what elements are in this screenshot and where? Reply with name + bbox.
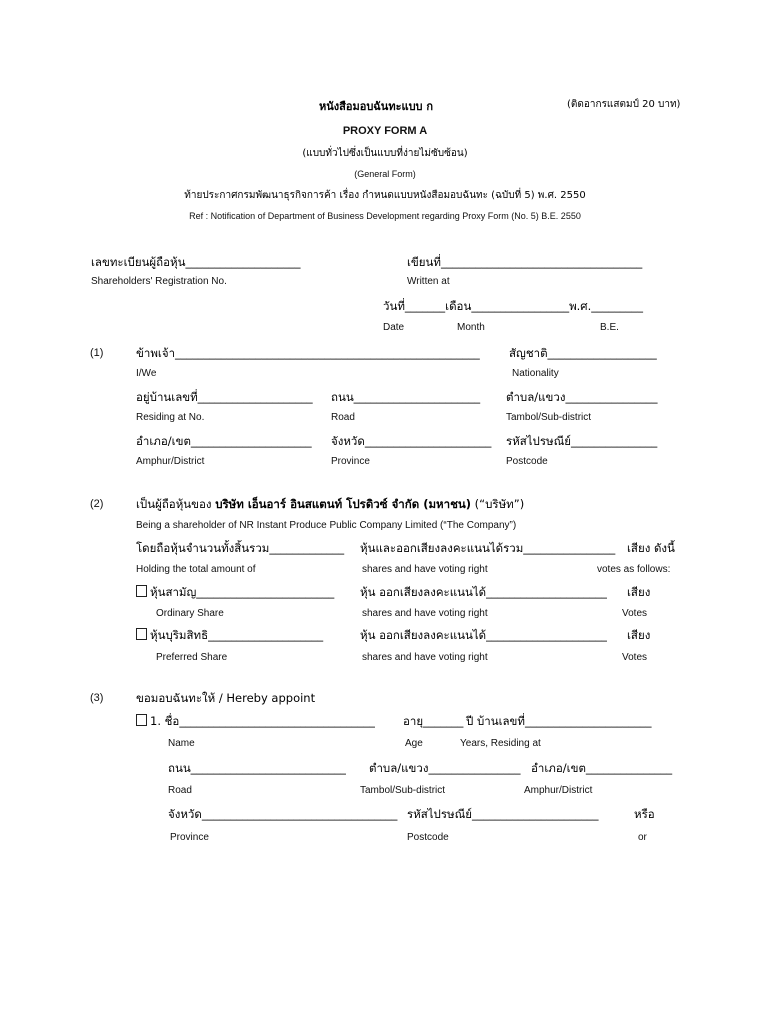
residing-label-en: Residing at No. <box>136 412 205 423</box>
ordinary-votes-unit-th: เสียง <box>627 585 651 599</box>
total-votes-field[interactable]: หุ้นและออกเสียงลงคะแนนได้รวม________________ <box>360 541 616 555</box>
preferred-share-field[interactable]: หุ้นบุริมสิทธิ____________________ <box>150 628 324 642</box>
date-label-en: Date <box>383 322 405 333</box>
stamp-duty-note: (ติดอากรแสตมป์ 20 บาท) <box>567 99 681 110</box>
proxy-1-road-label-en: Road <box>168 785 192 796</box>
form-subtitle-th: (แบบทั่วไปซึ่งเป็นแบบที่ง่ายไม่ซับซ้อน) <box>302 148 468 159</box>
proxy-1-province-label-en: Province <box>170 832 209 843</box>
registration-number-label-en: Shareholders' Registration No. <box>91 276 227 287</box>
nationality-field[interactable]: สัญชาติ___________________ <box>509 346 657 360</box>
proxy-1-house-number-field[interactable]: ปี บ้านเลขที่______________________ <box>466 714 652 728</box>
total-votes-label-en: shares and have voting right <box>362 564 488 575</box>
amphur-label-en: Amphur/District <box>136 456 205 467</box>
tambol-label-en: Tambol/Sub-district <box>506 412 592 423</box>
tambol-field[interactable]: ตำบล/แขวง________________ <box>506 390 658 404</box>
registration-number-field[interactable]: เลขทะเบียนผู้ถือหุ้น____________________ <box>91 255 301 269</box>
residing-number-field[interactable]: อยู่บ้านเลขที่____________________ <box>136 390 313 404</box>
proxy-1-province-field[interactable]: จังหวัด__________________________________ <box>168 807 398 821</box>
written-at-field[interactable]: เขียนที่___________________________________ <box>407 255 643 269</box>
ordinary-share-field[interactable]: หุ้นสามัญ________________________ <box>150 585 335 599</box>
ordinary-votes-unit-en: Votes <box>622 608 648 619</box>
name-label-en: I/We <box>136 368 157 379</box>
section-3-number: (3) <box>90 692 104 704</box>
shareholder-of-prefix: เป็นผู้ถือหุ้นของ <box>136 497 216 511</box>
province-label-en: Province <box>331 456 370 467</box>
shareholder-of-line <box>136 496 524 514</box>
road-label-en: Road <box>331 412 355 423</box>
postcode-label-en: Postcode <box>506 456 548 467</box>
proxy-1-road-field[interactable]: ถนน___________________________ <box>168 761 346 775</box>
preferred-share-row[interactable] <box>136 627 323 645</box>
be-label-en: B.E. <box>600 322 619 333</box>
proxy-1-age-label-en: Age <box>405 738 423 749</box>
written-at-label-en: Written at <box>407 276 450 287</box>
company-name-th: บริษัท เอ็นอาร์ อินสแตนท์ โปรดิวซ์ จำกัด (มหาชน) <box>215 497 472 511</box>
form-subtitle-en: (General Form) <box>354 169 416 179</box>
total-shares-field[interactable]: โดยถือหุ้นจำนวนทั้งสิ้นรวม_____________ <box>136 541 345 555</box>
hereby-appoint-label: ขอมอบฉันทะให้ / Hereby appoint <box>136 691 316 705</box>
form-title-en: PROXY FORM A <box>342 125 428 137</box>
company-suffix-th: (“บริษัท”) <box>471 497 525 511</box>
preferred-share-checkbox[interactable] <box>136 628 147 640</box>
amphur-field[interactable]: อำเภอ/เขต_____________________ <box>136 434 312 448</box>
shareholder-name-field[interactable]: ข้าพเจ้า_____________________________________________________ <box>136 346 480 360</box>
postcode-field[interactable]: รหัสไปรษณีย์_______________ <box>506 434 658 448</box>
form-title-th: หนังสือมอบฉันทะแบบ ก <box>319 100 434 113</box>
reference-note-en: Ref : Notification of Department of Business Development regarding Proxy Form (No. 5) B.E. 2550 <box>189 211 581 221</box>
nationality-label-en: Nationality <box>512 368 559 379</box>
proxy-1-checkbox[interactable] <box>136 714 147 726</box>
votes-as-follows-en: votes as follows: <box>597 564 671 575</box>
road-field[interactable]: ถนน______________________ <box>331 390 481 404</box>
ordinary-votes-label-en: shares and have voting right <box>362 608 488 619</box>
proxy-1-row[interactable] <box>136 713 375 731</box>
proxy-1-amphur-label-en: Amphur/District <box>524 785 593 796</box>
month-label-en: Month <box>457 322 485 333</box>
ordinary-share-checkbox[interactable] <box>136 585 147 597</box>
proxy-1-years-label-en: Years, Residing at <box>460 738 541 749</box>
proxy-1-postcode-label-en: Postcode <box>407 832 449 843</box>
proxy-1-or-en: or <box>638 832 647 843</box>
section-2-number: (2) <box>90 498 104 510</box>
proxy-1-name-field[interactable]: 1. ชื่อ__________________________________ <box>150 714 375 728</box>
votes-as-follows-th: เสียง ดังนี้ <box>627 541 675 555</box>
proxy-1-amphur-field[interactable]: อำเภอ/เขต_______________ <box>531 761 673 775</box>
proxy-1-or-th: หรือ <box>634 807 655 821</box>
proxy-1-tambol-field[interactable]: ตำบล/แขวง________________ <box>369 761 521 775</box>
date-field[interactable]: วันที่_______เดือน_________________พ.ศ._________ <box>383 299 644 313</box>
ordinary-share-label-en: Ordinary Share <box>156 608 224 619</box>
proxy-1-postcode-field[interactable]: รหัสไปรษณีย์______________________ <box>407 807 599 821</box>
preferred-share-label-en: Preferred Share <box>156 652 228 663</box>
ordinary-share-row[interactable] <box>136 584 334 602</box>
ordinary-votes-field[interactable]: หุ้น ออกเสียงลงคะแนนได้_____________________ <box>360 585 607 599</box>
preferred-votes-field[interactable]: หุ้น ออกเสียงลงคะแนนได้_____________________ <box>360 628 607 642</box>
preferred-votes-label-en: shares and have voting right <box>362 652 488 663</box>
attachment-note-th: ท้ายประกาศกรมพัฒนาธุรกิจการค้า เรื่อง กำหนดแบบหนังสือมอบฉันทะ (ฉบับที่ 5) พ.ศ. 2550 <box>184 190 586 201</box>
section-1-number: (1) <box>90 347 104 359</box>
province-field[interactable]: จังหวัด______________________ <box>331 434 492 448</box>
preferred-votes-unit-en: Votes <box>622 652 648 663</box>
proxy-1-name-label-en: Name <box>168 738 195 749</box>
total-shares-label-en: Holding the total amount of <box>136 564 256 575</box>
proxy-1-tambol-label-en: Tambol/Sub-district <box>360 785 446 796</box>
preferred-votes-unit-th: เสียง <box>627 628 651 642</box>
proxy-1-age-field[interactable]: อายุ_______ <box>403 714 464 728</box>
shareholder-of-en: Being a shareholder of NR Instant Produce Public Company Limited (“The Company”) <box>136 520 517 531</box>
